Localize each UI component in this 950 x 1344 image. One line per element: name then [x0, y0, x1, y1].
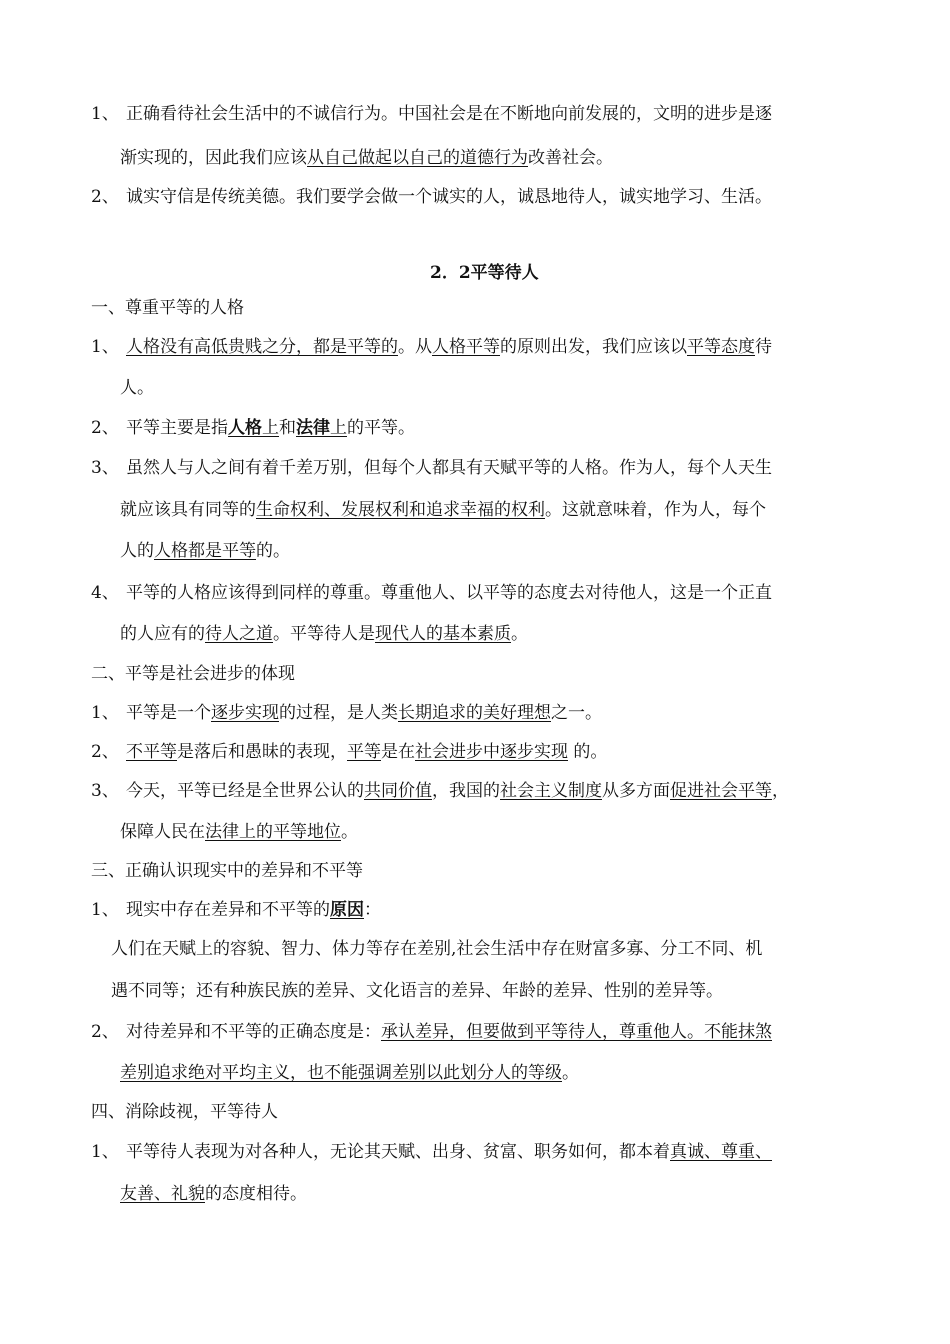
underlined-text: 社会进步中逐步实现 — [415, 742, 568, 762]
paragraph-line — [126, 780, 789, 802]
paragraph-line — [120, 623, 528, 645]
paragraph-line — [126, 1141, 772, 1163]
underlined-text: 待人之道 — [205, 624, 273, 644]
text: 人的 — [120, 541, 154, 561]
list-number: 4、 — [91, 583, 119, 603]
text: 就应该具有同等的 — [120, 500, 256, 520]
underlined-text: 上 — [262, 418, 279, 438]
text: 的平等。 — [347, 418, 415, 438]
text: 是落后和愚昧的表现， — [177, 742, 347, 762]
section-heading: 三、正确认识现实中的差异和不平等 — [91, 861, 363, 881]
paragraph-line — [126, 336, 772, 358]
paragraph-line — [126, 702, 602, 724]
list-number: 1、 — [91, 337, 119, 357]
text: 。 — [341, 822, 358, 842]
text: 的。 — [256, 541, 290, 561]
text: 现实中存在差异和不平等的 — [126, 900, 330, 920]
underlined-bold-text: 原因 — [330, 900, 364, 920]
section-heading: 四、消除歧视，平等待人 — [91, 1102, 278, 1122]
list-number: 2、 — [91, 742, 119, 762]
underlined-text: 逐步实现 — [211, 703, 279, 723]
paragraph-line — [120, 147, 613, 169]
text: 和 — [279, 418, 296, 438]
underlined-text: 促进社会平等 — [670, 781, 772, 801]
list-number: 1、 — [91, 104, 119, 124]
list-number: 3、 — [91, 781, 119, 801]
text: 。这就意味着，作为人，每个 — [545, 500, 766, 520]
paragraph-line — [120, 499, 766, 521]
text: 。平等待人是 — [273, 624, 375, 644]
paragraph-line — [126, 741, 607, 763]
text: 今天，平等已经是全世界公认的 — [126, 781, 364, 801]
list-number: 2、 — [91, 1022, 119, 1042]
paragraph-line — [126, 186, 772, 208]
text: 的。 — [568, 742, 608, 762]
text: 保障人民在 — [120, 822, 205, 842]
text: 平等是一个 — [126, 703, 211, 723]
paragraph-line — [126, 1021, 772, 1043]
underlined-text: 承认差异，但要做到平等待人，尊重他人。不能抹煞 — [381, 1022, 772, 1042]
underlined-text: 共同价值 — [364, 781, 432, 801]
text: 的过程，是人类 — [279, 703, 398, 723]
text: 之一。 — [551, 703, 602, 723]
text: 待 — [755, 337, 772, 357]
list-number: 2、 — [91, 418, 119, 438]
text: 渐实现的，因此我们应该 — [120, 148, 307, 168]
text: 。从 — [398, 337, 432, 357]
text: 对待差异和不平等的正确态度是： — [126, 1022, 381, 1042]
underlined-text: 长期追求的美好理想 — [398, 703, 551, 723]
underlined-text: 上 — [330, 418, 347, 438]
text: 平等待人表现为对各种人，无论其天赋、出身、贫富、职务如何，都本着 — [126, 1142, 670, 1162]
text: ，我国的 — [432, 781, 500, 801]
list-number: 2、 — [91, 187, 119, 207]
underlined-text: 平等态度 — [687, 337, 755, 357]
paragraph-line: 人们在天赋上的容貌、智力、体力等存在差别,社会生活中存在财富多寡、分工不同、机 — [111, 939, 763, 959]
underlined-text: 平等 — [347, 742, 381, 762]
list-number: 1、 — [91, 703, 119, 723]
paragraph-line: 虽然人与人之间有着千差万别，但每个人都具有天赋平等的人格。作为人，每个人天生 — [126, 458, 772, 478]
paragraph-line — [126, 417, 415, 439]
text: 是在 — [381, 742, 415, 762]
text: 的原则出发，我们应该以 — [500, 337, 687, 357]
underlined-bold-text: 人格 — [228, 418, 262, 438]
text: 平等主要是指 — [126, 418, 228, 438]
text: 正确看待社会生活中的不诚信行为。中国社会是在不断地向前发展的，文明的进步是逐 — [126, 104, 772, 124]
text: ： — [364, 900, 381, 920]
text: 改善社会。 — [528, 148, 613, 168]
underlined-text: 社会主义制度 — [500, 781, 602, 801]
underlined-text: 法律上的平等地位 — [205, 822, 341, 842]
underlined-text: 人格平等 — [432, 337, 500, 357]
paragraph-line — [120, 1183, 307, 1205]
paragraph-line — [126, 899, 381, 921]
paragraph-line: 人。 — [120, 378, 154, 398]
underlined-text: 差别追求绝对平均主义，也不能强调差别以此划分人的等级 — [120, 1063, 562, 1083]
underlined-text: 现代人的基本素质 — [375, 624, 511, 644]
paragraph-line — [126, 103, 772, 125]
section-title: 2．2平等待人 — [430, 263, 539, 283]
paragraph-line: 平等的人格应该得到同样的尊重。尊重他人、以平等的态度去对待他人，这是一个正直 — [126, 583, 772, 603]
paragraph-line: 遇不同等；还有种族民族的差异、文化语言的差异、年龄的差异、性别的差异等。 — [111, 981, 723, 1001]
section-heading: 二、平等是社会进步的体现 — [91, 664, 295, 684]
underlined-text: 真诚、尊重、 — [670, 1142, 772, 1162]
underlined-text: 友善、礼貌 — [120, 1184, 205, 1204]
underlined-text: 生命权利、发展权利和追求幸福的权利 — [256, 500, 545, 520]
list-number: 1、 — [91, 900, 119, 920]
text: 。 — [511, 624, 528, 644]
text: 的态度相待。 — [205, 1184, 307, 1204]
paragraph-line — [120, 540, 290, 562]
list-number: 1、 — [91, 1142, 119, 1162]
text: 的人应有的 — [120, 624, 205, 644]
underlined-text: 从自己做起以自己的道德行为 — [307, 148, 528, 168]
underlined-text: 人格没有高低贵贱之分，都是平等的 — [126, 337, 398, 357]
text: 。 — [562, 1063, 579, 1083]
text: 从多方面 — [602, 781, 670, 801]
underlined-text: 人格都是平等 — [154, 541, 256, 561]
text: 诚实守信是传统美德。我们要学会做一个诚实的人，诚恳地待人，诚实地学习、生活。 — [126, 187, 772, 207]
section-heading: 一、尊重平等的人格 — [91, 298, 244, 318]
paragraph-line — [120, 1062, 579, 1084]
paragraph-line — [120, 821, 358, 843]
text: ， — [772, 781, 789, 801]
underlined-bold-text: 法律 — [296, 418, 330, 438]
list-number: 3、 — [91, 458, 119, 478]
underlined-text: 不平等 — [126, 742, 177, 762]
